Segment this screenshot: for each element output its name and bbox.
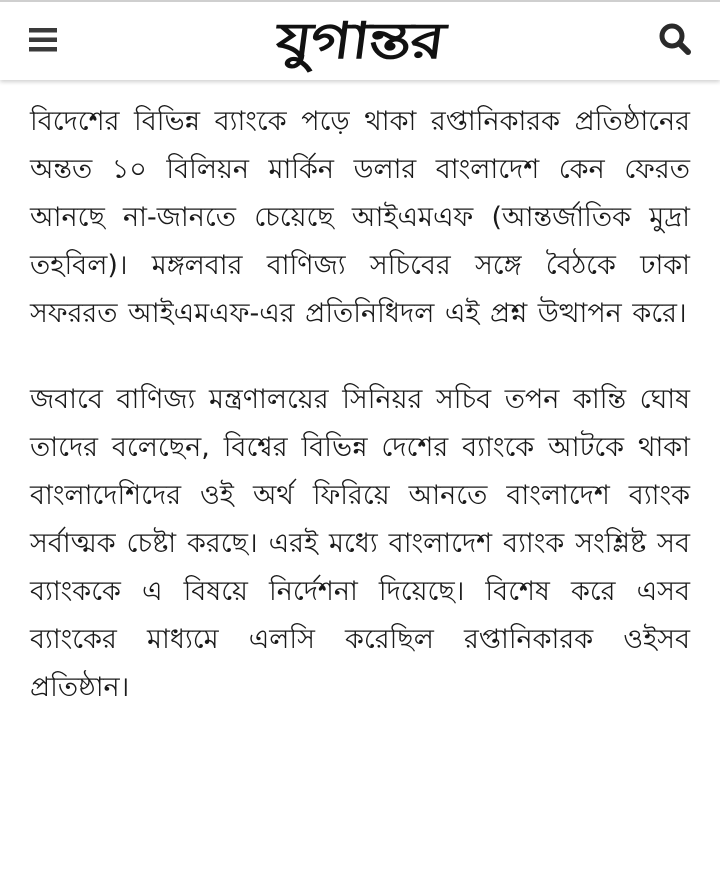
article-body <box>30 98 690 712</box>
article-paragraph-2: জবাবে বাণিজ্য মন্ত্রণালয়ের সিনিয়র সচিব তপন কান্তি ঘোষ তাদের বলেছেন, বিশ্বের বিভিন্ন দেশের ব্যাংকে আটকে থাকা বাংলাদেশিদের ওই অর্থ ফিরিয়ে আনতে বাংলাদেশ ব্যাংক সর্বাত্মক চেষ্টা করছে। এরই মধ্যে বাংলাদেশ ব্যাংক সংশ্লিষ্ট সব ব্যাংককে এ বিষয়ে নির্দেশনা দিয়েছে। বিশেষ করে এসব ব্যাংকের মাধ্যমে এলসি করেছিল রপ্তানিকারক ওইসব প্রতিষ্ঠান। <box>30 384 690 703</box>
menu-button[interactable] <box>26 22 62 58</box>
top-navigation-bar <box>0 0 720 80</box>
site-logo-text: যুগান্তর <box>272 11 448 70</box>
article-paragraph-1: বিদেশের বিভিন্ন ব্যাংকে পড়ে থাকা রপ্তানিকারক প্রতিষ্ঠানের অন্তত ১০ বিলিয়ন মার্কিন ডলার বাংলাদেশ কেন ফেরত আনছে না-জানতে চেয়েছে আইএমএফ (আন্তর্জাতিক মুদ্রা তহবিল)। মঙ্গলবার বাণিজ্য সচিবের সঙ্গে বৈঠকে ঢাকা সফররত আইএমএফ-এর প্রতিনিধিদল এই প্রশ্ন উত্থাপন করে। <box>30 106 690 329</box>
site-logo[interactable] <box>200 8 520 74</box>
hamburger-menu-icon <box>26 22 62 58</box>
search-icon <box>656 20 694 58</box>
search-button[interactable] <box>656 20 694 58</box>
